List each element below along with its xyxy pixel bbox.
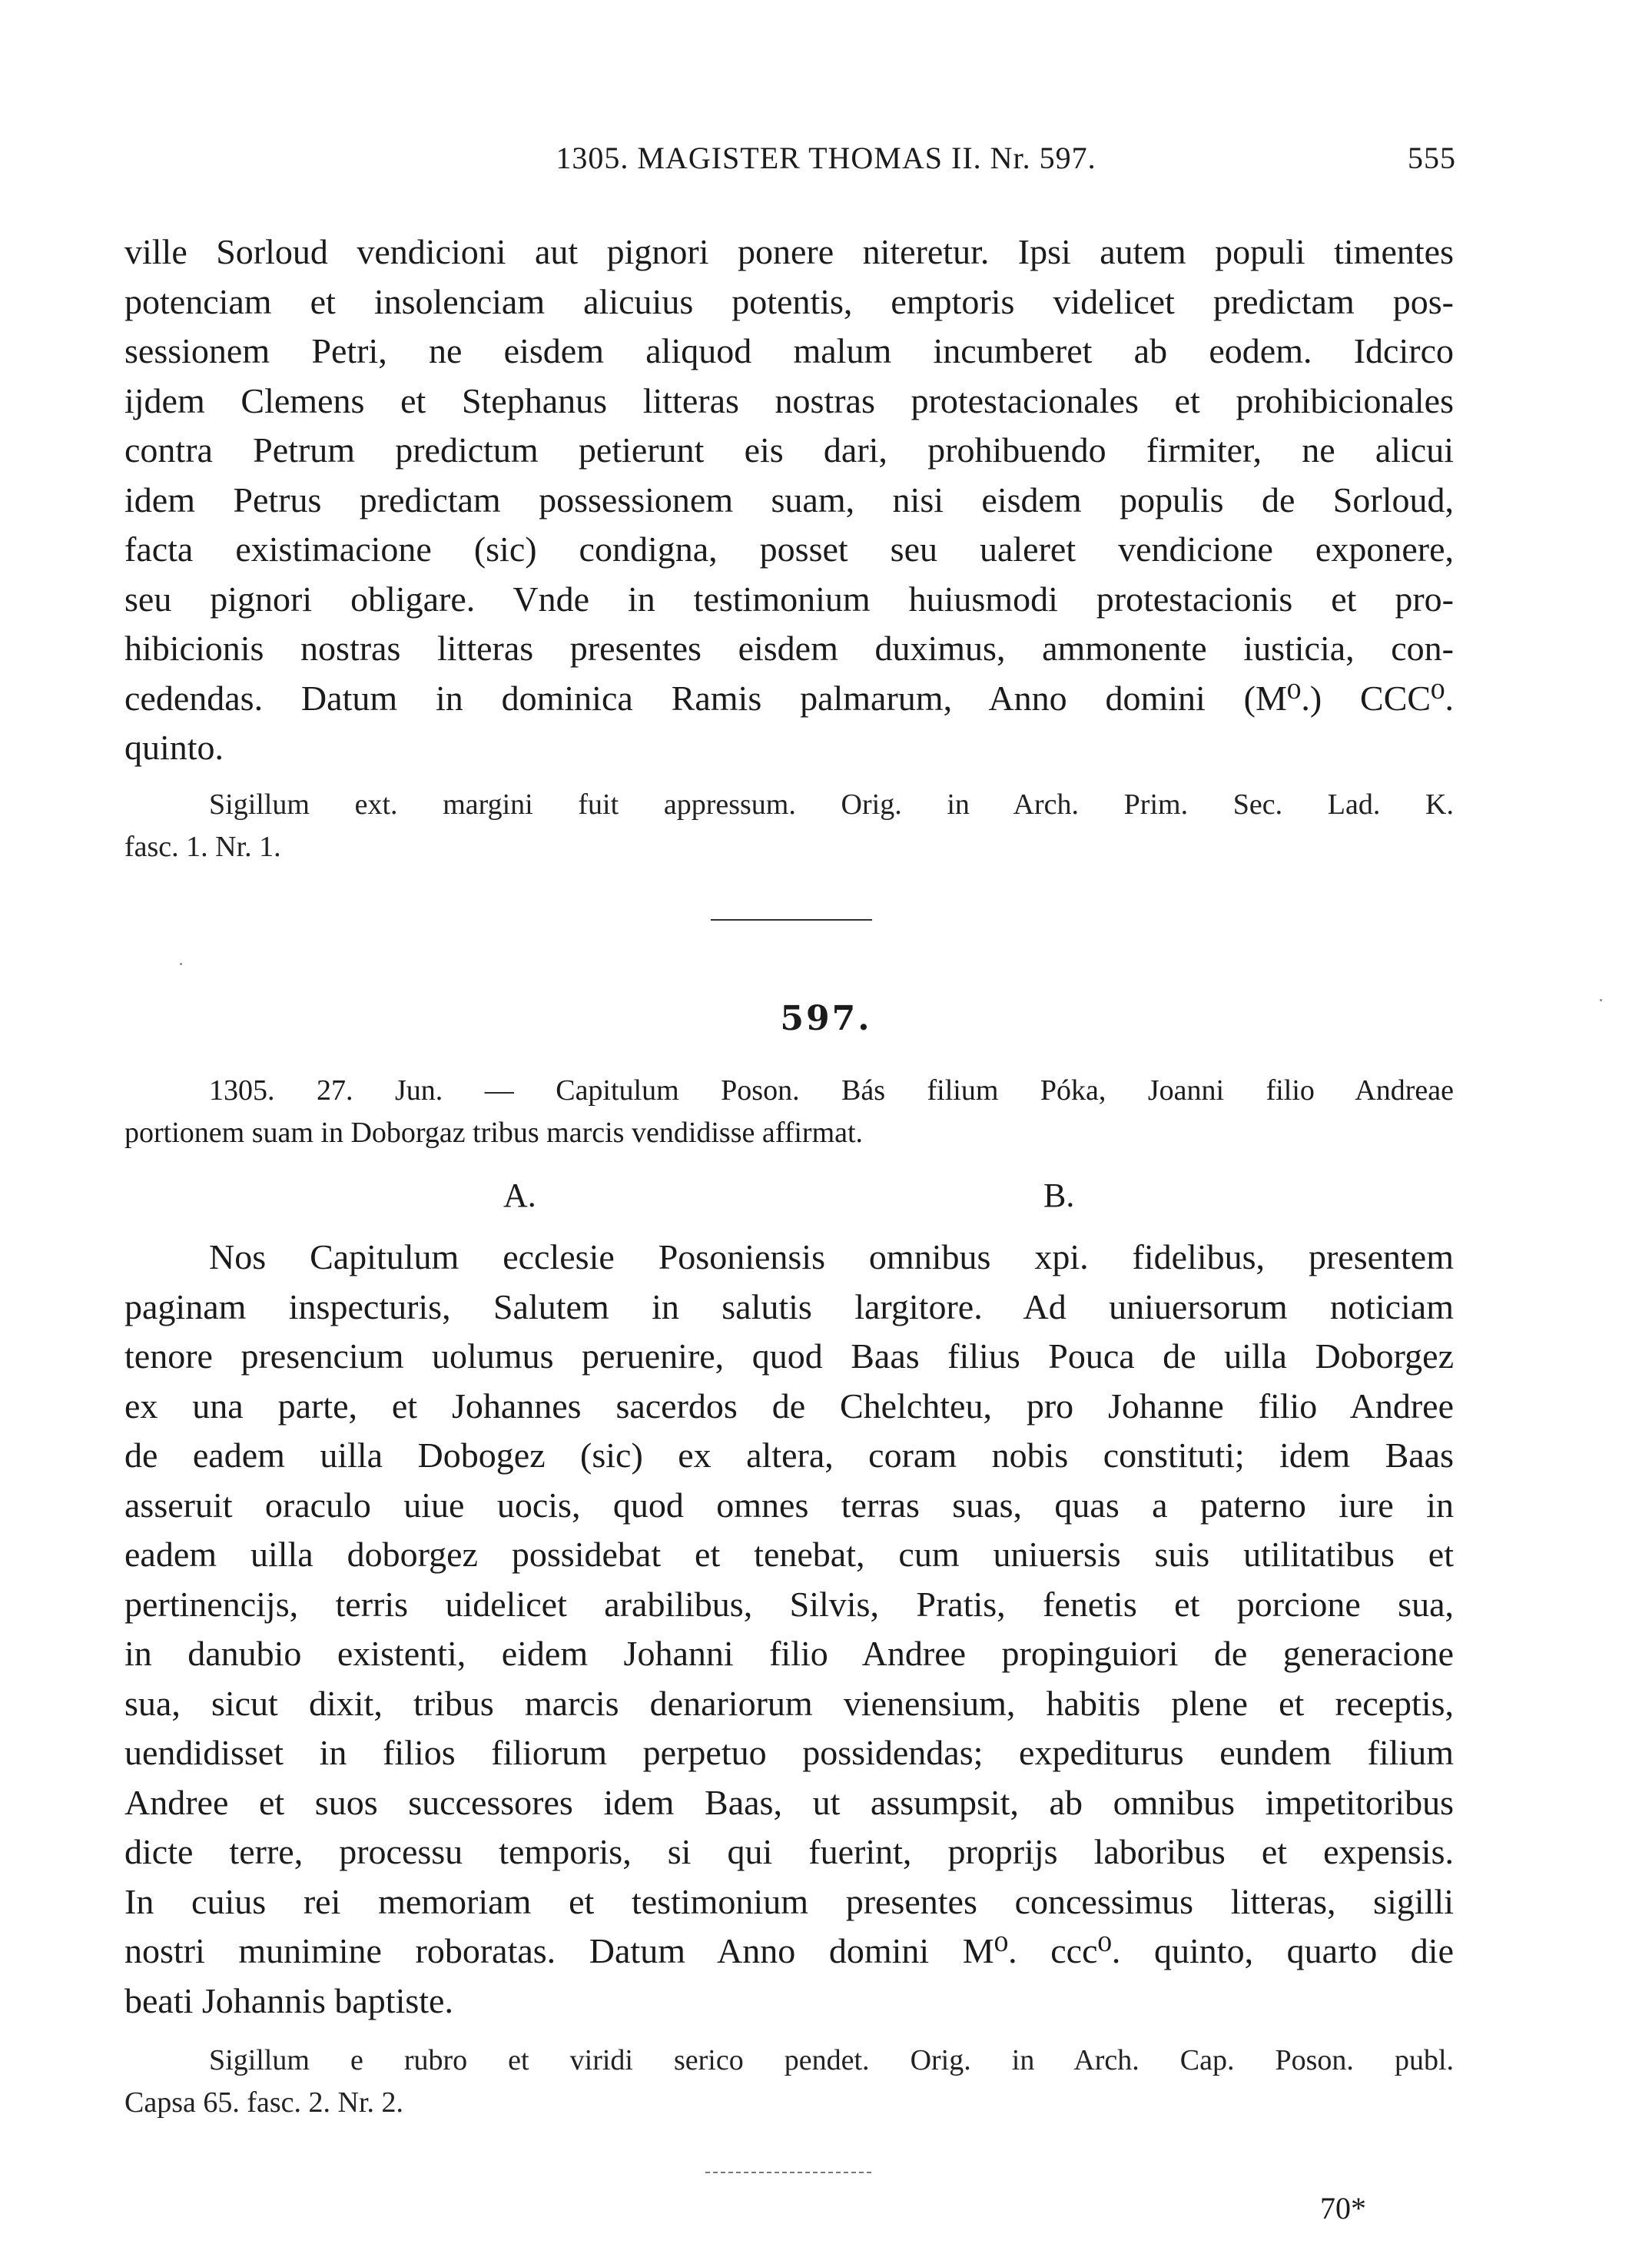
- version-label-a: A.: [503, 1177, 536, 1214]
- continuation-text: [124, 227, 1454, 773]
- document-summary: [124, 1070, 1454, 1154]
- text-line: facta existimacione (sic) condigna, posset seu ualeret vendicione exponere,: [124, 529, 1454, 569]
- text-line: quinto.: [124, 728, 224, 767]
- text-line: paginam inspecturis, Salutem in salutis largitore. Ad uniuersorum noticiam: [124, 1286, 1454, 1326]
- text-line: ijdem Clemens et Stephanus litteras nostras protestacionales et prohibicionales: [124, 380, 1454, 420]
- note-line: Capsa 65. fasc. 2. Nr. 2.: [124, 2086, 404, 2119]
- text-line: dicte terre, processu temporis, si qui fuerint, proprijs laboribus et expensis.: [124, 1832, 1454, 1871]
- text-line: beati Johannis baptiste.: [124, 1980, 453, 2020]
- scan-speck: [1600, 999, 1602, 1001]
- continuation-archival-note: [124, 784, 1454, 868]
- section-divider: [711, 919, 872, 921]
- summary-line: 1305. 27. Jun. — Capitulum Poson. Bás filium Póka, Joanni filio Andreae: [209, 1074, 1454, 1107]
- running-head-title: 1305. MAGISTER THOMAS II. Nr. 597.: [556, 141, 1096, 175]
- text-line: pertinencijs, terris uidelicet arabilibus, Silvis, Pratis, fenetis et porcione sua,: [124, 1584, 1454, 1624]
- text-line: idem Petrus predictam possessionem suam, nisi eisdem populis de Sorloud,: [124, 480, 1454, 519]
- running-head: [0, 140, 1652, 186]
- document-number: 597.: [780, 999, 872, 1038]
- text-line: in danubio existenti, eidem Johanni filio Andree propinguiori de generacione: [124, 1634, 1454, 1673]
- scan-speck: [180, 963, 182, 965]
- text-line: tenore presencium uolumus peruenire, quod Baas filius Pouca de uilla Doborgez: [124, 1336, 1454, 1376]
- summary-line: portionem suam in Doborgaz tribus marcis vendidisse affirmat.: [124, 1117, 864, 1149]
- version-label-b: B.: [1043, 1177, 1075, 1214]
- text-line: potenciam et insolenciam alicuius potentis, emptoris videlicet predictam pos-: [124, 281, 1454, 321]
- text-line: nostri munimine roboratas. Datum Anno domini M⁰. ccc⁰. quinto, quarto die: [124, 1931, 1454, 1970]
- text-line: eadem uilla doborgez possidebat et tenebat, cum uniuersis suis utilitatibus et: [124, 1535, 1454, 1574]
- text-line: hibicionis nostras litteras presentes eisdem duximus, ammonente iusticia, con-: [124, 629, 1454, 668]
- text-line: In cuius rei memoriam et testimonium presentes concessimus litteras, sigilli: [124, 1881, 1454, 1921]
- note-line: Sigillum e rubro et viridi serico pendet. Orig. in Arch. Cap. Poson. publ.: [209, 2044, 1454, 2076]
- text-line: de eadem uilla Dobogez (sic) ex altera, coram nobis constituti; idem Baas: [124, 1436, 1454, 1475]
- text-line: seu pignori obligare. Vnde in testimonium huiusmodi protestacionis et pro-: [124, 579, 1454, 619]
- note-line: fasc. 1. Nr. 1.: [124, 831, 281, 863]
- text-line: asseruit oraculo uiue uocis, quod omnes terras suas, quas a paterno iure in: [124, 1485, 1454, 1525]
- text-line: Nos Capitulum ecclesie Posoniensis omnibus xpi. fidelibus, presentem: [209, 1237, 1454, 1276]
- end-divider: [705, 2172, 871, 2173]
- text-line: sua, sicut dixit, tribus marcis denariorum vienensium, habitis plene et receptis,: [124, 1683, 1454, 1723]
- charter-text: [124, 1233, 1454, 2026]
- text-line: cedendas. Datum in dominica Ramis palmarum, Anno domini (M⁰.) CCC⁰.: [124, 678, 1454, 718]
- text-line: contra Petrum predictum petierunt eis dari, prohibuendo firmiter, ne alicui: [124, 430, 1454, 470]
- text-line: ville Sorloud vendicioni aut pignori ponere niteretur. Ipsi autem populi timentes: [124, 232, 1454, 271]
- text-line: ex una parte, et Johannes sacerdos de Chelchteu, pro Johanne filio Andree: [124, 1386, 1454, 1426]
- archival-note: [124, 2040, 1454, 2124]
- note-line: Sigillum ext. margini fuit appressum. Orig. in Arch. Prim. Sec. Lad. K.: [209, 788, 1454, 821]
- text-line: Andree et suos successores idem Baas, ut assumpsit, ab omnibus impetitoribus: [124, 1782, 1454, 1822]
- page-number: 555: [1408, 141, 1456, 175]
- text-line: sessionem Petri, ne eisdem aliquod malum incumberet ab eodem. Idcirco: [124, 331, 1454, 370]
- signature-mark: 70*: [1320, 2191, 1366, 2226]
- text-line: uendidisset in filios filiorum perpetuo possidendas; expediturus eundem filium: [124, 1733, 1454, 1772]
